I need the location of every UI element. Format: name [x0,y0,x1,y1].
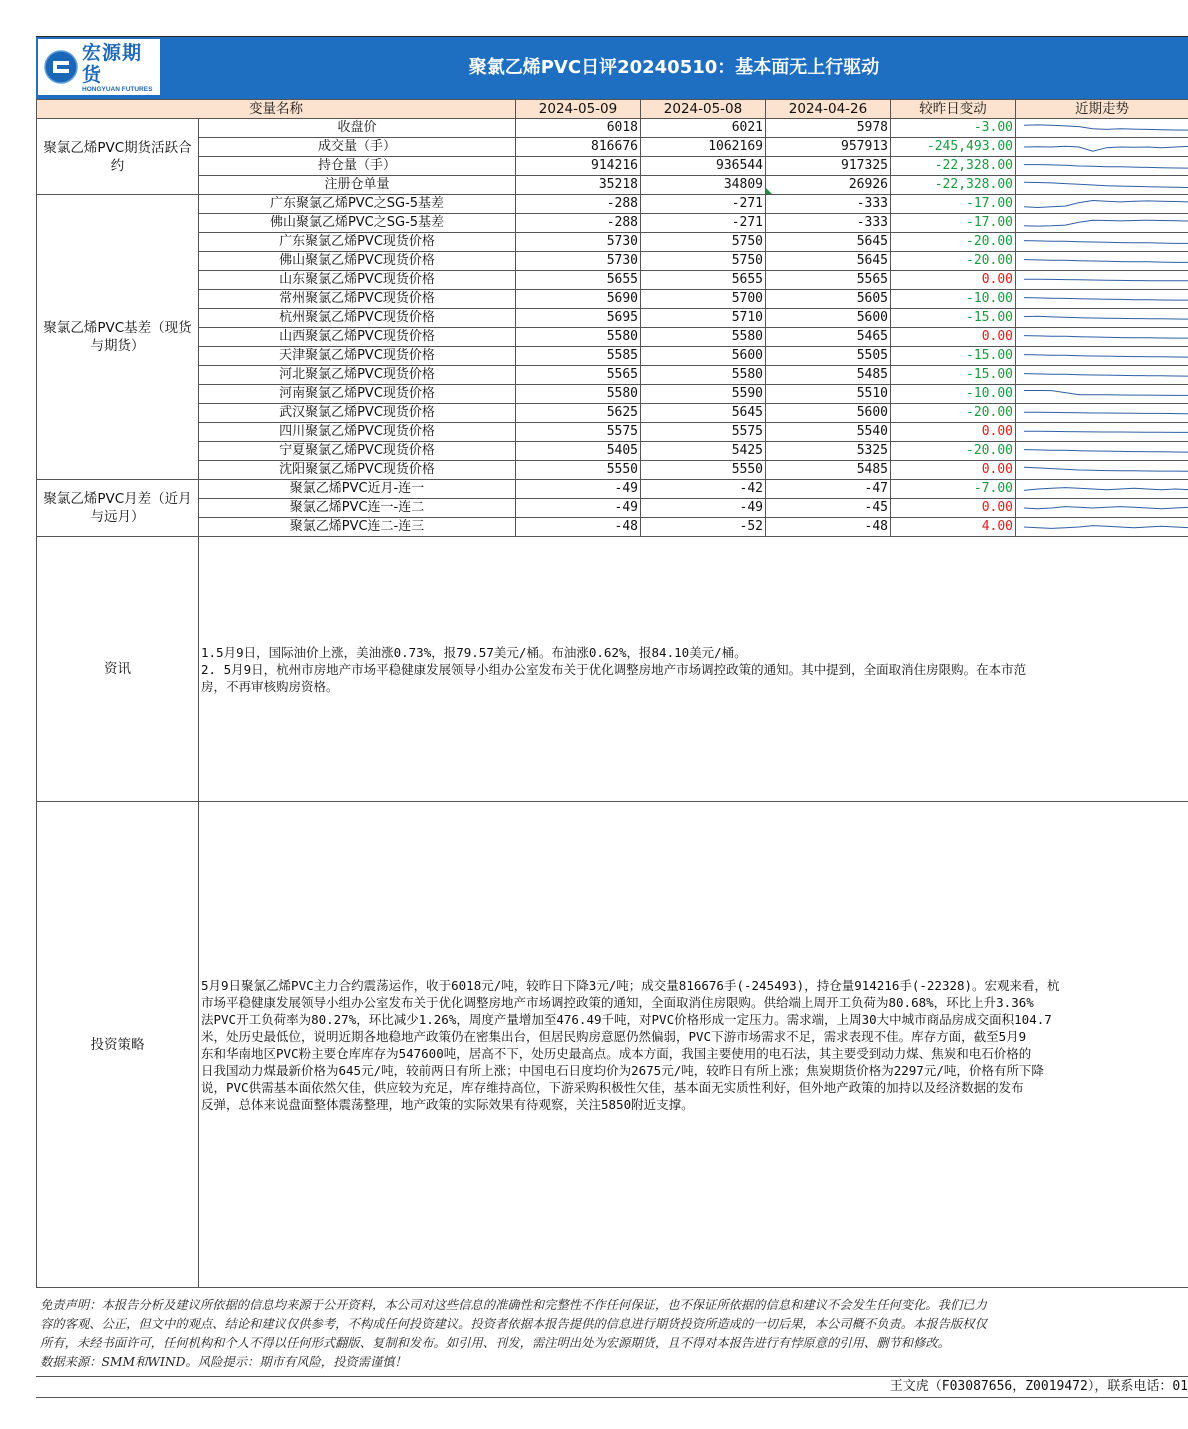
sparkline-cell [1016,366,1188,385]
value-2024-05-09: -49 [516,499,641,518]
sparkline-cell [1016,138,1188,157]
disclaimer [36,1288,1188,1377]
trend-line [1024,467,1188,471]
trend-sparkline [1018,480,1188,498]
header-date-2: 2024-05-08 [641,100,766,119]
table-row [37,347,1188,366]
table-row [37,480,1188,499]
value-2024-05-08: 5750 [641,252,766,271]
strategy-line: 5月9日聚氯乙烯PVC主力合约震荡运作，收于6018元/吨，较昨日下降3元/吨；成交量816676手(-245493)，持仓量914216手(-22328)。宏观来看，杭 [201,977,1060,993]
value-2024-05-08: -271 [641,214,766,233]
strategy-line: 反弹，总体来说盘面整体震荡整理，地产政策的实际效果有待观察，关注5850附近支撑。 [201,1096,694,1112]
variable-name: 收盘价 [199,119,516,138]
value-2024-05-09: 5625 [516,404,641,423]
variable-name: 聚氯乙烯PVC连二-连三 [199,518,516,537]
strategy-label: 投资策略 [37,802,199,1288]
variable-name: 广东聚氯乙烯PVC现货价格 [199,233,516,252]
value-2024-04-26: -45 [766,499,891,518]
sparkline-cell [1016,442,1188,461]
sparkline-cell [1016,271,1188,290]
trend-sparkline [1018,233,1188,251]
sparkline-cell [1016,480,1188,499]
sparkline-cell [1016,518,1188,537]
value-2024-04-26: -333 [766,195,891,214]
change-value: -3.00 [891,119,1016,138]
data-table [36,99,1188,1288]
table-row [37,385,1188,404]
trend-line [1024,374,1188,377]
table-row [37,233,1188,252]
analyst-contact: 王文虎（F03087656，Z0019472），联系电话：01 [36,1377,1188,1398]
table-row [37,499,1188,518]
trend-sparkline [1018,157,1188,175]
sparkline-cell [1016,157,1188,176]
change-value: -20.00 [891,233,1016,252]
change-value: -20.00 [891,252,1016,271]
value-2024-05-08: 5710 [641,309,766,328]
group-label: 聚氯乙烯PVC月差（近月与远月） [37,480,199,537]
value-2024-05-09: 5405 [516,442,641,461]
variable-name: 广东聚氯乙烯PVC之SG-5基差 [199,195,516,214]
value-2024-05-09: 5565 [516,366,641,385]
trend-sparkline [1018,385,1188,403]
trend-line [1024,507,1188,509]
logo-english-text: HONGYUAN FUTURES [82,85,153,93]
trend-line [1024,298,1188,301]
table-row [37,518,1188,537]
header-change: 较昨日变动 [891,100,1016,119]
value-2024-04-26: 26926 [766,176,891,195]
table-header-row [37,100,1188,119]
header-variable-name: 变量名称 [37,100,516,119]
value-2024-05-09: 5585 [516,347,641,366]
sparkline-cell [1016,347,1188,366]
sparkline-cell [1016,195,1188,214]
value-2024-05-08: 5550 [641,461,766,480]
value-2024-05-09: 5655 [516,271,641,290]
variable-name: 注册仓单量 [199,176,516,195]
trend-line [1024,355,1188,358]
value-2024-05-09: 5695 [516,309,641,328]
trend-line [1024,165,1188,169]
table-row [37,252,1188,271]
value-2024-05-09: 5575 [516,423,641,442]
value-2024-04-26: 5465 [766,328,891,347]
change-value: 0.00 [891,461,1016,480]
trend-sparkline [1018,347,1188,365]
value-2024-05-08: 5645 [641,404,766,423]
value-2024-04-26: 5600 [766,309,891,328]
value-2024-04-26: 5485 [766,461,891,480]
strategy-line: 说，PVC供需基本面依然欠佳，供应较为充足，库存维持高位，下游采购积极性欠佳，基本面无实质性利好，但外地产政策的加持以及经济数据的发布 [201,1079,1024,1095]
strategy-line: 日我国动力煤最新价格为645元/吨，较前两日有所上涨；中国电石日度均价为2675元/吨，较昨日有所上涨；焦炭期货价格为2297元/吨，价格有所下降 [201,1062,1044,1078]
news-content [199,537,1188,802]
change-value: -22,328.00 [891,176,1016,195]
sparkline-cell [1016,290,1188,309]
trend-line [1024,241,1188,244]
value-2024-04-26: 5505 [766,347,891,366]
value-2024-04-26: -47 [766,480,891,499]
value-2024-05-09: 5580 [516,385,641,404]
value-2024-05-08: -52 [641,518,766,537]
value-2024-05-08: 5700 [641,290,766,309]
variable-name: 山西聚氯乙烯PVC现货价格 [199,328,516,347]
trend-sparkline [1018,461,1188,479]
value-2024-05-09: 5730 [516,233,641,252]
trend-line [1024,391,1188,396]
sparkline-cell [1016,404,1188,423]
table-row [37,214,1188,233]
change-value: 0.00 [891,499,1016,518]
hongyuan-logo-icon [44,50,78,84]
company-logo [38,39,160,95]
trend-sparkline [1018,328,1188,346]
value-2024-04-26: 917325 [766,157,891,176]
sparkline-cell [1016,309,1188,328]
table-row [37,423,1188,442]
value-2024-05-09: -49 [516,480,641,499]
value-2024-05-08: -271 [641,195,766,214]
value-2024-05-09: 6018 [516,119,641,138]
change-value: -10.00 [891,385,1016,404]
variable-name: 四川聚氯乙烯PVC现货价格 [199,423,516,442]
news-line: 房，不再审核购房资格。 [201,678,339,694]
variable-name: 聚氯乙烯PVC近月-连一 [199,480,516,499]
trend-line [1024,450,1188,453]
value-2024-05-08: 5580 [641,328,766,347]
trend-sparkline [1018,119,1188,137]
change-value: -17.00 [891,214,1016,233]
sparkline-cell [1016,233,1188,252]
table-row [37,138,1188,157]
trend-sparkline [1018,176,1188,194]
change-value: 0.00 [891,423,1016,442]
value-2024-05-08: 5590 [641,385,766,404]
data-source-line: 数据来源：SMM和WIND。风险提示：期市有风险，投资需谨慎！ [40,1355,407,1369]
change-value: -10.00 [891,290,1016,309]
news-row [37,537,1188,802]
trend-line [1024,201,1188,208]
value-2024-05-09: -288 [516,195,641,214]
trend-sparkline [1018,195,1188,213]
change-value: 4.00 [891,518,1016,537]
value-2024-04-26: 5600 [766,404,891,423]
sparkline-cell [1016,423,1188,442]
value-2024-05-08: 5600 [641,347,766,366]
table-row [37,366,1188,385]
change-value: -20.00 [891,404,1016,423]
change-value: -15.00 [891,366,1016,385]
header-date-1: 2024-05-09 [516,100,641,119]
trend-sparkline [1018,214,1188,232]
sparkline-cell [1016,499,1188,518]
trend-line [1024,182,1188,187]
variable-name: 成交量（手） [199,138,516,157]
table-row [37,119,1188,138]
value-2024-05-09: -48 [516,518,641,537]
change-value: -20.00 [891,442,1016,461]
variable-name: 河北聚氯乙烯PVC现货价格 [199,366,516,385]
value-2024-05-09: -288 [516,214,641,233]
change-value: 0.00 [891,328,1016,347]
report-title: 聚氯乙烯PVC日评20240510：基本面无上行驱动 [468,57,880,78]
variable-name: 山东聚氯乙烯PVC现货价格 [199,271,516,290]
value-2024-04-26: 5645 [766,233,891,252]
value-2024-05-09: 5580 [516,328,641,347]
trend-line [1024,412,1188,413]
table-row [37,404,1188,423]
variable-name: 武汉聚氯乙烯PVC现货价格 [199,404,516,423]
trend-sparkline [1018,138,1188,156]
table-row [37,290,1188,309]
value-2024-05-08: 5575 [641,423,766,442]
sparkline-cell [1016,328,1188,347]
value-2024-04-26: 957913 [766,138,891,157]
value-2024-05-09: 5550 [516,461,641,480]
variable-name: 天津聚氯乙烯PVC现货价格 [199,347,516,366]
strategy-line: 市场平稳健康发展领导小组办公室发布关于优化调整房地产市场调控政策的通知，全面取消住房限购。供给端上周开工负荷为80.68%，环比上升3.36% [201,994,1034,1010]
variable-name: 河南聚氯乙烯PVC现货价格 [199,385,516,404]
value-2024-05-09: 5730 [516,252,641,271]
variable-name: 聚氯乙烯PVC连一-连二 [199,499,516,518]
trend-sparkline [1018,309,1188,327]
strategy-content [199,802,1188,1288]
strategy-line: 东和华南地区PVC粉主要仓库库存为547600吨，居高不下，处历史最高点。成本方面，我国主要使用的电石法，其主要受到动力煤、焦炭和电石价格的 [201,1045,1032,1061]
sparkline-cell [1016,176,1188,195]
value-2024-05-08: 34809 [641,176,766,195]
value-2024-04-26: -48 [766,518,891,537]
sparkline-cell [1016,461,1188,480]
table-row [37,328,1188,347]
group-label: 聚氯乙烯PVC期货活跃合约 [37,119,199,195]
variable-name: 佛山聚氯乙烯PVC之SG-5基差 [199,214,516,233]
trend-sparkline [1018,499,1188,517]
value-2024-05-09: 5690 [516,290,641,309]
change-value: -15.00 [891,309,1016,328]
sparkline-cell [1016,214,1188,233]
value-2024-05-09: 816676 [516,138,641,157]
value-2024-05-09: 914216 [516,157,641,176]
value-2024-05-08: 5580 [641,366,766,385]
value-2024-05-08: 5750 [641,233,766,252]
change-value: 0.00 [891,271,1016,290]
trend-sparkline [1018,442,1188,460]
value-2024-05-08: 936544 [641,157,766,176]
trend-sparkline [1018,366,1188,384]
value-2024-05-08: 5655 [641,271,766,290]
value-2024-04-26: 5645 [766,252,891,271]
report-sheet [36,36,1188,1398]
value-2024-05-08: 1062169 [641,138,766,157]
value-2024-05-09: 35218 [516,176,641,195]
disclaimer-line: 免责声明：本报告分析及建议所依据的信息均来源于公开资料，本公司对这些信息的准确性和完整性不作任何保证，也不保证所依据的信息和建议不会发生任何变化。我们已力 [40,1298,987,1312]
variable-name: 常州聚氯乙烯PVC现货价格 [199,290,516,309]
trend-line [1024,220,1188,226]
trend-sparkline [1018,271,1188,289]
table-row [37,195,1188,214]
value-2024-04-26: 5605 [766,290,891,309]
value-2024-05-08: -49 [641,499,766,518]
variable-name: 佛山聚氯乙烯PVC现货价格 [199,252,516,271]
trend-line [1024,431,1188,432]
change-value: -22,328.00 [891,157,1016,176]
table-row [37,442,1188,461]
trend-line [1024,526,1188,529]
news-line: 2. 5月9日，杭州市房地产市场平稳健康发展领导小组办公室发布关于优化调整房地产市场调控政策的通知。其中提到，全面取消住房限购。在本市范 [201,661,1027,677]
variable-name: 沈阳聚氯乙烯PVC现货价格 [199,461,516,480]
news-line: 1.5月9日，国际油价上涨，美油涨0.73%，报79.57美元/桶。布油涨0.62%，报84.10美元/桶。 [201,644,747,660]
variable-name: 宁夏聚氯乙烯PVC现货价格 [199,442,516,461]
strategy-line: 法PVC开工负荷率为80.27%，环比减少1.26%，周度产量增加至476.49千吨，对PVC价格形成一定压力。需求端，上周30大中城市商品房成交面积104.7 [201,1011,1052,1027]
trend-sparkline [1018,252,1188,270]
disclaimer-line: 容的客观、公正，但文中的观点、结论和建议仅供参考，不构成任何投资建议。投资者依据本报告提供的信息进行期货投资所造成的一切后果，本公司概不负责。本报告版权仅 [40,1317,987,1331]
table-row [37,271,1188,290]
value-2024-05-08: 6021 [641,119,766,138]
table-row [37,157,1188,176]
trend-sparkline [1018,290,1188,308]
change-value: -17.00 [891,195,1016,214]
value-2024-05-08: 5425 [641,442,766,461]
sparkline-cell [1016,252,1188,271]
trend-line [1024,336,1188,339]
table-row [37,176,1188,195]
news-label: 资讯 [37,537,199,802]
trend-line [1024,488,1188,491]
trend-line [1024,125,1188,130]
value-2024-04-26: 5325 [766,442,891,461]
strategy-row [37,802,1188,1288]
value-2024-04-26: 5540 [766,423,891,442]
trend-line [1024,260,1188,263]
disclaimer-line: 所有，未经书面许可，任何机构和个人不得以任何形式翻版、复制和发布。如引用、刊发，需注明出处为宏源期货，且不得对本报告进行有悖原意的引用、删节和修改。 [40,1336,950,1350]
value-2024-04-26: 5565 [766,271,891,290]
sparkline-cell [1016,119,1188,138]
value-2024-04-26: 5978 [766,119,891,138]
table-row [37,461,1188,480]
trend-sparkline [1018,404,1188,422]
trend-line [1024,279,1188,281]
group-label: 聚氯乙烯PVC基差（现货与期货） [37,195,199,480]
variable-name: 杭州聚氯乙烯PVC现货价格 [199,309,516,328]
trend-line [1024,146,1188,151]
value-2024-04-26: 5510 [766,385,891,404]
variable-name: 持仓量（手） [199,157,516,176]
value-2024-04-26: 5485 [766,366,891,385]
table-row [37,309,1188,328]
change-value: -245,493.00 [891,138,1016,157]
value-2024-05-08: -42 [641,480,766,499]
value-2024-04-26: -333 [766,214,891,233]
sparkline-cell [1016,385,1188,404]
header-date-3: 2024-04-26 [766,100,891,119]
change-value: -7.00 [891,480,1016,499]
trend-line [1024,316,1188,319]
strategy-line: 米，处历史最低位，说明近期各地稳地产政策仍在密集出台，但居民购房意愿仍然偏弱，PVC下游市场需求不足，需求表现不佳。库存方面，截至5月9 [201,1028,1027,1044]
header-trend: 近期走势 [1016,100,1188,119]
change-value: -15.00 [891,347,1016,366]
trend-sparkline [1018,518,1188,536]
logo-chinese-text: 宏源期货 [82,41,143,86]
report-banner [36,36,1188,99]
trend-sparkline [1018,423,1188,441]
